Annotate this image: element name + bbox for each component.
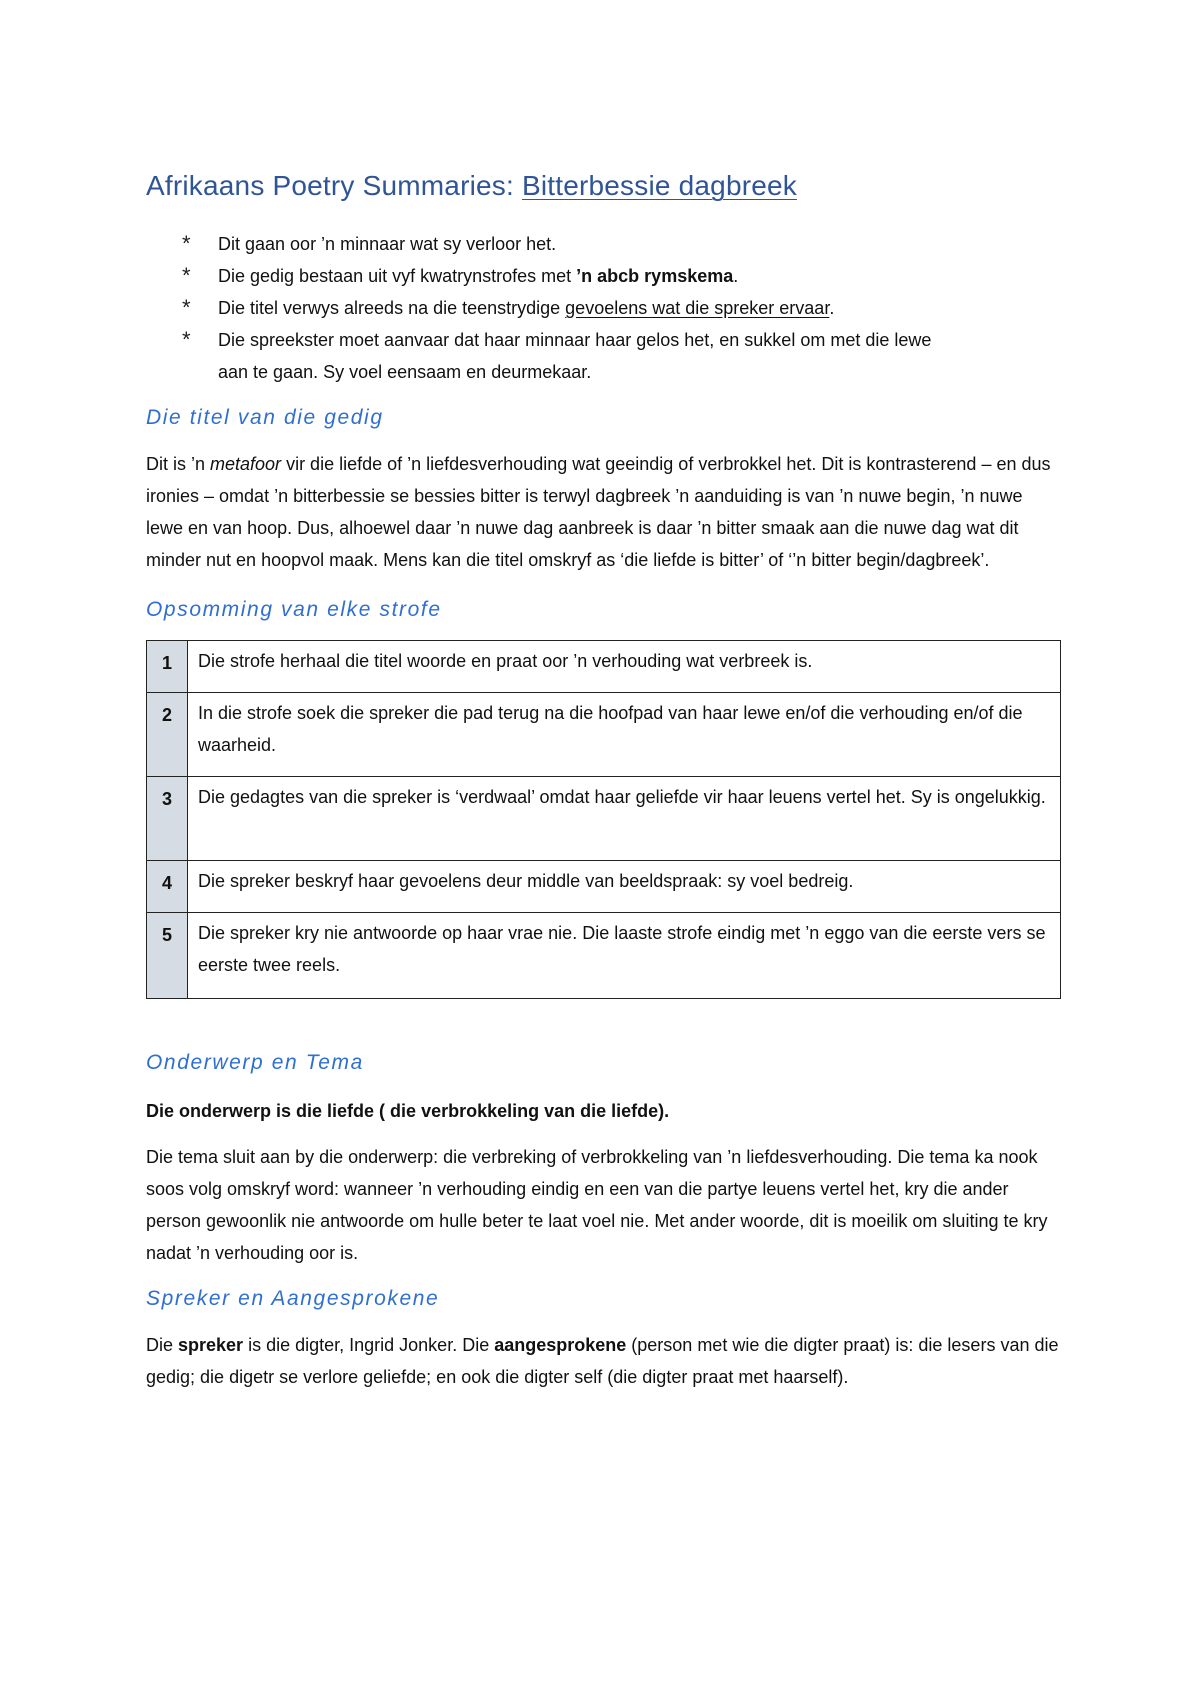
summary-list — [146, 228, 1061, 388]
titel-text-start: Dit is ’n — [146, 454, 211, 474]
section-heading-spreker: Spreker en Aangesprokene — [146, 1287, 440, 1310]
bullet-text: Dit gaan oor ’n minnaar wat sy verloor het. — [218, 234, 557, 254]
title-link[interactable]: Bitterbessie dagbreek — [521, 170, 797, 201]
titel-text-rest: vir die liefde of ’n liefdesverhouding wat geeindig of verbrokkel het. Dit is kontrasterend – en dus ironies – omdat ’n bitterbessie se bessies bitter is terwyl dagbreek ’n aanduiding is van ’n nuwe begin, ’n nuwe lewe en van hoop. Dus, alhoewel daar ’n nuwe dag aanbreek is daar ’n bitter smaak aan die nuwe dag wat dit minder nut en hoopvol maak. Mens kan die titel omskryf as ‘die liefde is bitter’ of ‘’n bitter begin/dagbreek’. — [146, 454, 1051, 570]
spreker-bold: spreker — [178, 1335, 244, 1355]
bullet-text-line1: Die spreekster moet aanvaar dat haar minnaar haar gelos het, en sukkel om met die lewe — [218, 330, 932, 350]
tema-paragraph: Die tema sluit aan by die onderwerp: die verbreking of verbrokkeling van ’n liefdesverhouding. Die tema ka nook soos volg omskryf word: wanneer ’n verhouding eindig en een van die partye leuens vertel het, kry die ander person gewoonlik nie antwoorde om hulle beter te laat voel nie. Met ander woorde, dit is moeilik om sluiting te kry nadat ’n verhouding oor is. — [146, 1147, 1048, 1263]
spreker-text-2: is die digter, Ingrid Jonker. Die — [243, 1335, 495, 1355]
row-number: 2 — [147, 693, 188, 777]
bullet-text-line2: aan te gaan. Sy voel eensaam en deurmekaar. — [218, 362, 592, 382]
row-text: Die gedagtes van die spreker is ‘verdwaal’ omdat haar geliefde vir haar leuens vertel het. Sy is ongelukkig. — [188, 777, 1061, 861]
section-heading-onderwerp: Onderwerp en Tema — [146, 1051, 364, 1074]
asterisk-bullet-icon: * — [182, 263, 191, 288]
bullet-underlined-text: gevoelens wat die spreker ervaar — [565, 298, 830, 318]
page-title — [146, 170, 1061, 202]
section-heading-opsomming: Opsomming van elke strofe — [146, 598, 442, 621]
onderwerp-statement: Die onderwerp is die liefde ( die verbrokkeling van die liefde). — [146, 1101, 670, 1121]
titel-paragraph — [146, 448, 1061, 576]
table-row — [147, 861, 1061, 913]
asterisk-bullet-icon: * — [182, 327, 191, 352]
asterisk-bullet-icon: * — [182, 231, 191, 256]
bullet-bold-text: ’n abcb rymskema — [576, 266, 734, 286]
table-row — [147, 777, 1061, 861]
list-item — [146, 292, 1061, 324]
row-number: 5 — [147, 913, 188, 999]
row-text: Die strofe herhaal die titel woorde en praat oor ’n verhouding wat verbreek is. — [188, 641, 1061, 693]
section-heading-titel: Die titel van die gedig — [146, 406, 384, 429]
strofe-table — [146, 640, 1061, 999]
table-row — [147, 913, 1061, 999]
asterisk-bullet-icon: * — [182, 295, 191, 320]
row-number: 3 — [147, 777, 188, 861]
list-item — [146, 260, 1061, 292]
spreker-text-3: (person met wie die digter praat) is: die lesers van die gedig; die digetr se verlore geliefde; en ook die digter self (die digter praat met haarself). — [146, 1335, 1059, 1387]
row-text: Die spreker beskryf haar gevoelens deur middle van beeldspraak: sy voel bedreig. — [188, 861, 1061, 913]
row-text: In die strofe soek die spreker die pad terug na die hoofpad van haar lewe en/of die verhouding en/of die waarheid. — [188, 693, 1061, 777]
row-text: Die spreker kry nie antwoorde op haar vrae nie. Die laaste strofe eindig met ’n eggo van die eerste vers se eerste twee reels. — [188, 913, 1061, 999]
table-row — [147, 693, 1061, 777]
spreker-text-1: Die — [146, 1335, 179, 1355]
aangesprokene-bold: aangesprokene — [494, 1335, 627, 1355]
metafoor-italic: metafoor — [210, 454, 282, 474]
list-item — [146, 324, 1061, 388]
title-prefix: Afrikaans Poetry Summaries: — [146, 170, 522, 201]
table-row — [147, 641, 1061, 693]
list-item — [146, 228, 1061, 260]
spreker-paragraph — [146, 1329, 1061, 1393]
bullet-text: Die gedig bestaan uit vyf kwatrynstrofes met — [218, 266, 577, 286]
bullet-text-end: . — [733, 266, 739, 286]
row-number: 4 — [147, 861, 188, 913]
document-page — [146, 170, 1061, 1393]
bullet-text-end: . — [829, 298, 835, 318]
bullet-text: Die titel verwys alreeds na die teenstrydige — [218, 298, 566, 318]
row-number: 1 — [147, 641, 188, 693]
